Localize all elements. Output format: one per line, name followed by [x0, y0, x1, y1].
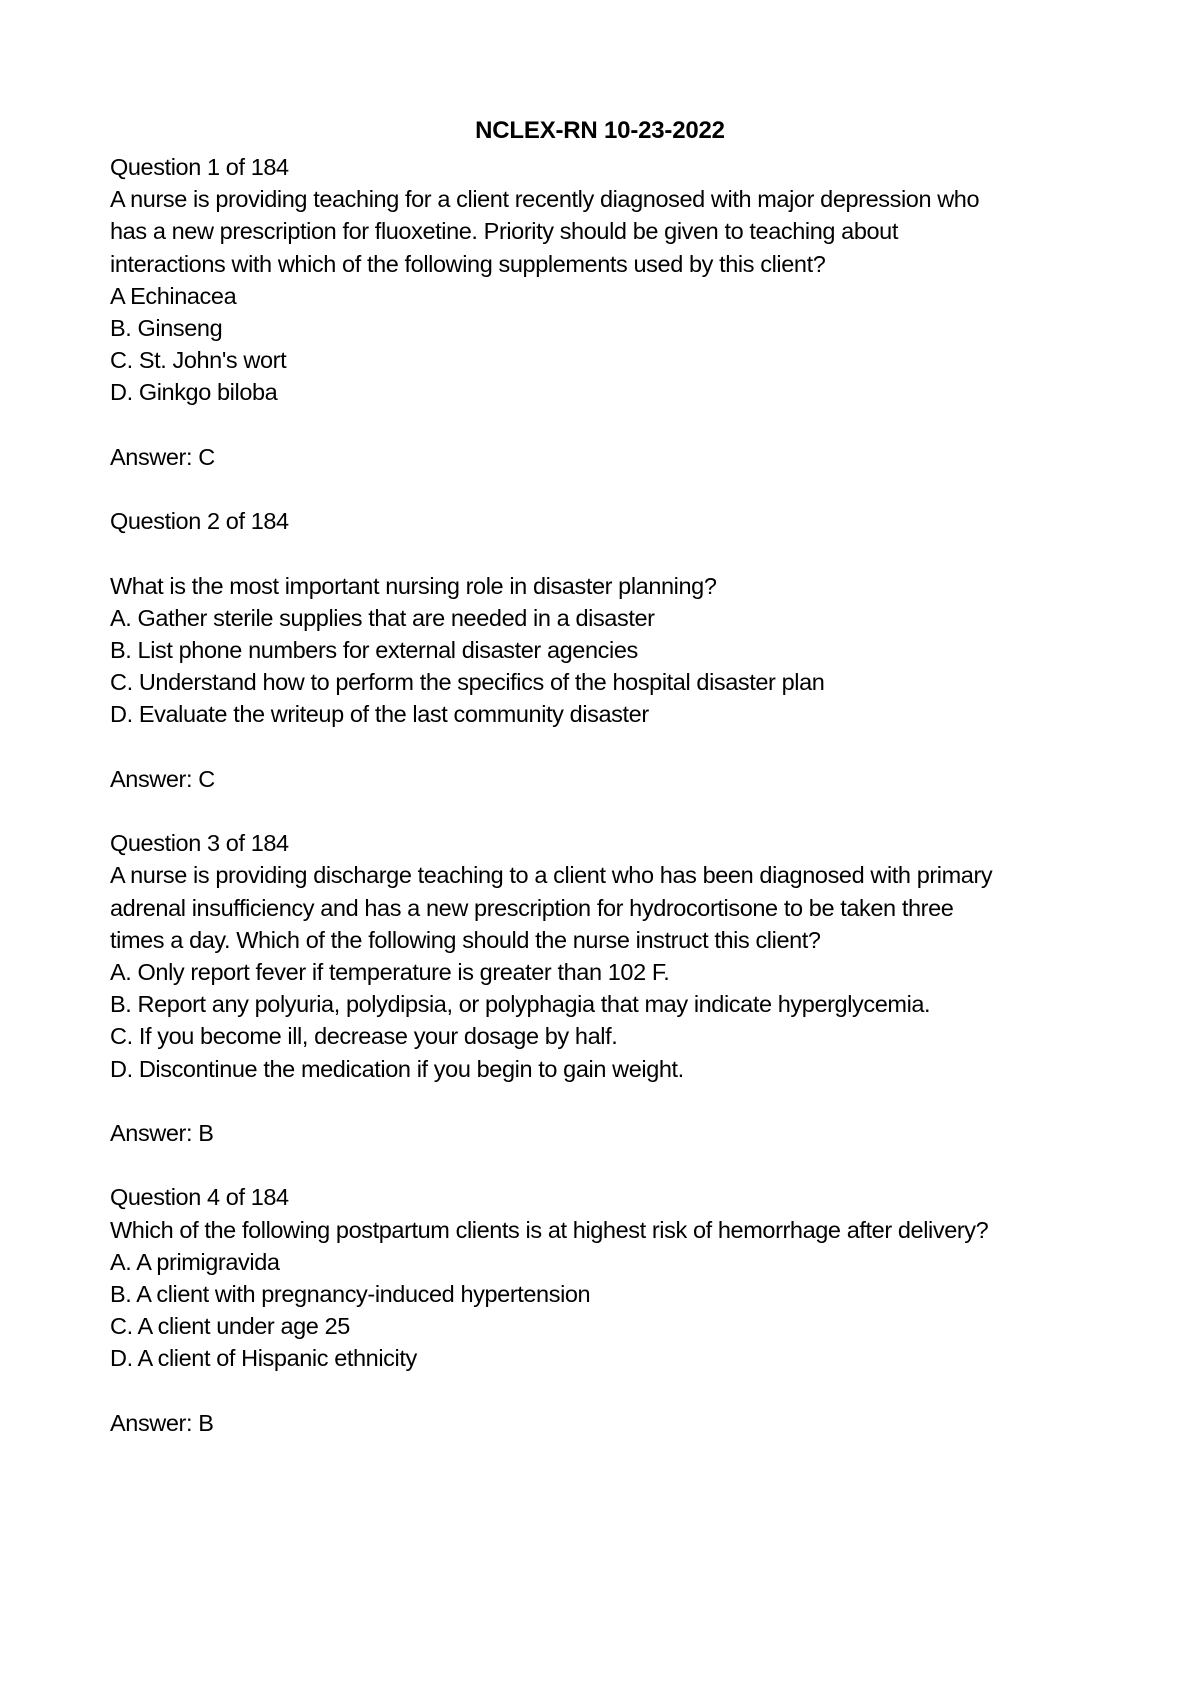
option-line: D. Discontinue the medication if you begin to gain weight.	[110, 1055, 684, 1082]
option-line: D. Ginkgo biloba	[110, 379, 278, 406]
option-line: B. Report any polyuria, polydipsia, or polyphagia that may indicate hyperglycemia.	[110, 991, 931, 1018]
question-text	[110, 537, 1090, 601]
option-line: A. A primigravida	[110, 1248, 280, 1275]
option-line: B. List phone numbers for external disaster agencies	[110, 637, 638, 663]
spacer	[110, 795, 1090, 827]
question-block	[110, 505, 1090, 827]
spacer	[110, 473, 1090, 505]
answer-line: Answer: B	[110, 1409, 214, 1436]
document-title: NCLEX-RN 10-23-2022	[475, 117, 725, 144]
question-text-line: A nurse is providing teaching for a client recently diagnosed with major depression who	[110, 186, 980, 213]
question-block	[110, 1181, 1090, 1471]
option-line: B. A client with pregnancy-induced hypertension	[110, 1281, 591, 1307]
option-line: C. A client under age 25	[110, 1313, 350, 1340]
question-options	[110, 602, 1090, 731]
spacer	[110, 537, 1090, 569]
option-line: C. If you become ill, decrease your dosage by half.	[110, 1023, 618, 1050]
questions	[110, 151, 1090, 1471]
option-line: D. Evaluate the writeup of the last community disaster	[110, 701, 649, 728]
option-line: A. Only report fever if temperature is greater than 102 F.	[110, 959, 670, 985]
question-text-line: Which of the following postpartum clients is at highest risk of hemorrhage after delivery?	[110, 1216, 989, 1243]
question-options	[110, 280, 1090, 409]
question-header: Question 1 of 184	[110, 154, 289, 180]
spacer	[110, 1085, 1090, 1117]
question-header: Question 3 of 184	[110, 830, 289, 857]
option-line: A Echinacea	[110, 282, 237, 309]
question-header: Question 4 of 184	[110, 1184, 289, 1211]
question-text-line: What is the most important nursing role in disaster planning?	[110, 572, 717, 599]
question-text-line: A nurse is providing discharge teaching to a client who has been diagnosed with primary	[110, 862, 993, 889]
question-options	[110, 1246, 1090, 1375]
question-options	[110, 956, 1090, 1085]
question-text-line: has a new prescription for fluoxetine. Priority should be given to teaching about	[110, 218, 898, 245]
question-text-line: adrenal insufficiency and has a new prescription for hydrocortisone to be taken three	[110, 894, 954, 921]
answer-line: Answer: B	[110, 1120, 214, 1146]
question-block	[110, 827, 1090, 1181]
question-text	[110, 1214, 1090, 1246]
answer-line: Answer: C	[110, 443, 215, 470]
question-text	[110, 859, 1090, 956]
spacer	[110, 1439, 1090, 1471]
question-text-line: interactions with which of the following supplements used by this client?	[110, 250, 826, 277]
option-line: B. Ginseng	[110, 315, 223, 342]
spacer	[110, 1375, 1090, 1407]
option-line: C. Understand how to perform the specifics of the hospital disaster plan	[110, 669, 825, 696]
spacer	[110, 1149, 1090, 1181]
option-line: D. A client of Hispanic ethnicity	[110, 1345, 417, 1372]
option-line: C. St. John's wort	[110, 347, 287, 374]
answer-line: Answer: C	[110, 765, 215, 792]
question-header: Question 2 of 184	[110, 508, 289, 535]
spacer	[110, 731, 1090, 763]
spacer	[110, 409, 1090, 441]
question-text	[110, 183, 1090, 280]
question-block	[110, 151, 1090, 505]
option-line: A. Gather sterile supplies that are needed in a disaster	[110, 604, 655, 631]
question-text-line: times a day. Which of the following should the nurse instruct this client?	[110, 926, 821, 953]
